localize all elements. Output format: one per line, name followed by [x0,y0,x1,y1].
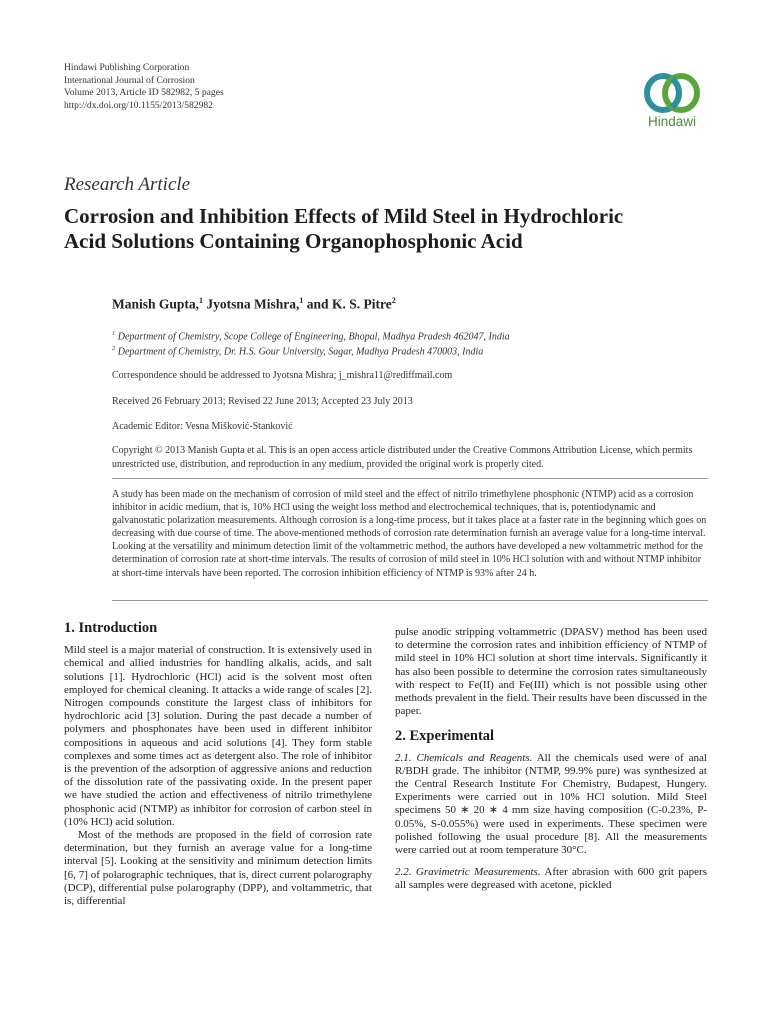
title-line: Corrosion and Inhibition Effects of Mild Steel in Hydrochloric [64,204,624,228]
author-list [112,296,396,313]
affiliation-marker: 1 [199,296,204,305]
publisher-name: Hindawi Publishing Corporation [64,62,190,73]
affiliation [112,330,510,342]
doi-link[interactable]: http://dx.doi.org/10.1155/2013/582982 [64,99,213,111]
author-name: and K. S. Pitre [303,296,392,312]
subsection-heading: 2.1. Chemicals and Reagents. [395,751,533,764]
author-name: Manish Gupta, [112,296,200,312]
publication-info [64,62,224,112]
paragraph [395,752,707,858]
copyright-notice: Copyright © 2013 Manish Gupta et al. This is an open access article distributed under the Creative Commons Attribution License, which permits unrestricted use, distribution, and reproduction in any medium, provided the original work is properly cited. [112,445,693,470]
paragraph-text: All the chemicals used were of anal R/BDH grade. The inhibitor (NTMP, 99.9% pure) was synthesized at the Central Research Institute For Chemistry, Budapest, Hungery. Experiments were carried out in 10% HCl solution. Mild Steel specimens 50 ∗ 20 ∗ 4 mm size having composition (C-0.23%, P-0.05%, S-0.055%) were used in experiments. These specimen were polished following the usual procedure [8]. All the measurements were carried out at room temperature 30°C. [395,751,707,857]
section-heading: 1. Introduction [64,620,158,636]
paragraph: Most of the methods are proposed in the field of corrosion rate determination, but they furnish an average value for a long-time interval [5]. Looking at the sensitivity and minimum detection limits [6, 7] of polarographic techniques, that is, direct current polarography (DCP), differential pulse polarography (DPP), and voltammetric, that is, differential [64,829,372,908]
divider [112,478,708,479]
left-column [64,622,372,908]
affiliation [112,345,483,357]
divider [112,600,708,601]
author-name: Jyotsna Mishra, [203,296,300,312]
affiliation-marker: 1 [112,330,116,337]
affiliation-text: Department of Chemistry, Dr. H.S. Gour University, Sagar, Madhya Pradesh 470003, India [115,346,484,358]
subsection-heading: 2.2. Gravimetric Measurements. [395,866,541,879]
paragraph: pulse anodic stripping voltammetric (DPASV) method has been used to determine the corrosion rates and inhibition efficiency of NTMP of mild steel in 10% HCl solution at short time intervals. Significantly it has also been possible to determine the corrosion rates simultaneously with respect to Fe(II) and Fe(III) which is not possible using other methods prevalent in the field. Their results have been discussed in the paper. [395,626,707,718]
paragraph: Mild steel is a major material of construction. It is extensively used in chemical and allied industries for handling alkalis, acids, and salt solutions [1]. Hydrochloric (HCl) acid is the solvent most often employed for chemical cleaning. It attacks a wide range of scales [2]. Nitrogen compounds constitute the largest class of inhibitors for hydrochloric acid [3] solution. During the past decade a number of polymers and phosphonates have been used in different inhibitor compositions in aqueous and acid solutions [4]. They form stable complexes and some times act as detergent also. The role of inhibitor is the prevention of the adsorption of aggressive anions and reduction of the dissolution rate of the passivating oxide. In the present paper we have studied the action and effectiveness of nitrilo trimethylene phosphonic acid (NTMP) as inhibitor for corrosion of carbon steel in (10% HCl) acid solution. [64,644,372,828]
article-type: Research Article [64,174,191,195]
title-line: Acid Solutions Containing Organophosphonic Acid [64,229,523,253]
paragraph [395,866,707,892]
volume-info: Volume 2013, Article ID 582982, 5 pages [64,87,224,99]
right-column [395,626,707,893]
correspondence: Correspondence should be addressed to Jyotsna Mishra; j_mishra11@rediffmail.com [112,370,453,381]
journal-name: International Journal of Corrosion [64,74,195,86]
logo-text: Hindawi [647,114,697,129]
abstract: A study has been made on the mechanism of corrosion of mild steel and the effect of nitrilo trimethylene phosphonic (NTMP) acid as a corrosion inhibitor in acidic medium, that is, 10% HCl using the weight loss method and electrochemical techniques, that is, potentiodynamic and galvanostatic polarization measurements. Although corrosion is a long-time process, but it takes place at a faster rate in the beginning which goes on decreasing with due course of time. The above-mentioned methods of corrosion rate determination furnish an average value for a long-time interval. Looking at the versatility and minimum detection limit of the voltammetric method, the authors have developed a new voltammetric method for the determination of corrosion rate at short-time intervals. The results of corrosion of mild steel in 10% HCl solution with and without NTMP inhibitor at short-time intervals have been reported. The corrosion inhibition efficiency of NTMP is 93% after 24 h. [112,489,707,579]
affiliation-text: Department of Chemistry, Scope College of Engineering, Bhopal, Madhya Pradesh 462047, India [115,331,510,343]
paragraph-text: After abrasion with 600 grit papers all samples were degreased with acetone, pickled [395,866,707,892]
affiliation-marker: 2 [391,296,396,305]
article-title [64,204,704,254]
section-heading: 2. Experimental [395,728,495,745]
affiliation-marker: 1 [299,296,304,305]
article-dates: Received 26 February 2013; Revised 22 June 2013; Accepted 23 July 2013 [112,396,413,407]
affiliation-marker: 2 [112,345,116,352]
academic-editor: Academic Editor: Vesna Mišković-Stanković [112,421,293,432]
